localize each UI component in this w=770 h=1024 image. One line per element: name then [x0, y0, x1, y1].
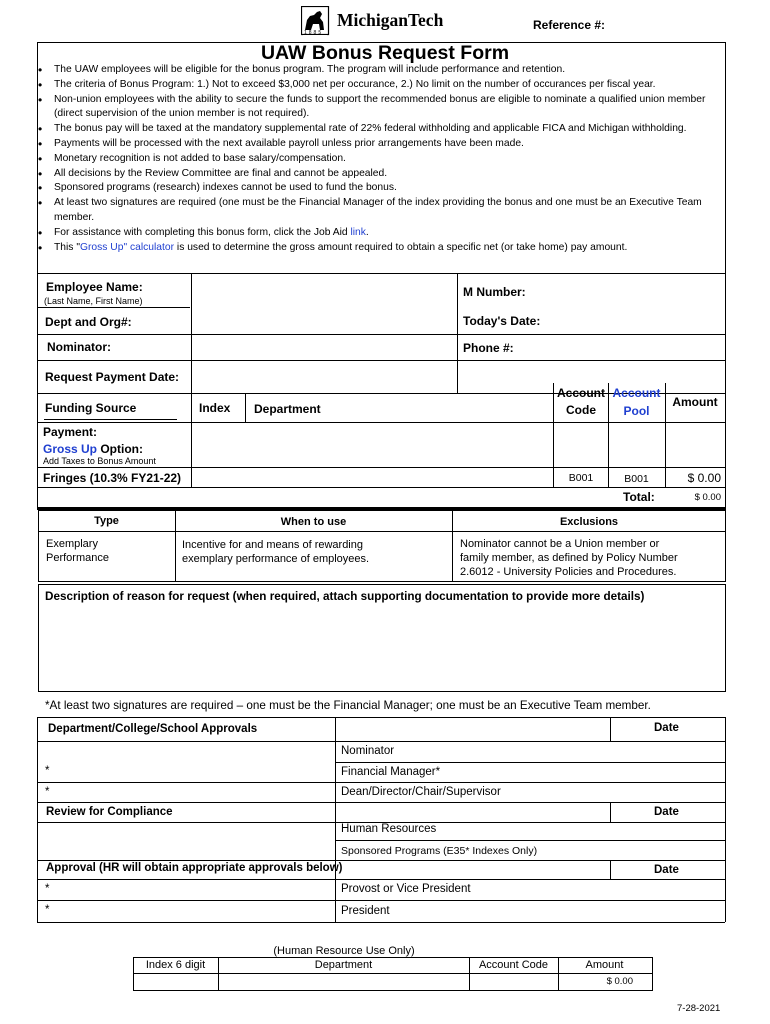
divider: [37, 900, 725, 901]
form-date: 7-28-2021: [677, 1003, 721, 1014]
when-to-use-header: When to use: [280, 516, 347, 528]
bullet-text: .: [365, 226, 369, 238]
index-label: Index: [199, 401, 231, 415]
when-cell: Incentive for and means of rewarding exemplary performance of employees.: [182, 539, 370, 565]
bullet-text: This ": [54, 241, 80, 253]
bullet-item: [36, 226, 736, 241]
divider: [37, 879, 725, 880]
employee-name-label: Employee Name:: [46, 280, 143, 294]
date-header: Date: [654, 806, 679, 818]
divider: [37, 741, 725, 742]
exclusions-cell: Nominator cannot be a Union member or family member, as defined by Policy Number 2.6012 - University Policies and Procedures.: [460, 538, 678, 578]
divider: [37, 717, 38, 922]
divider: [457, 273, 458, 393]
nominator-label: Nominator:: [47, 340, 111, 354]
account-pool-line1: Account: [612, 386, 661, 400]
logo-text: MichiganTech: [337, 10, 444, 30]
gross-up-option-label: [43, 442, 143, 456]
divider: [37, 307, 190, 308]
nominator-row: Nominator: [341, 745, 395, 757]
gross-up-hint: Add Taxes to Bonus Amount: [43, 456, 156, 466]
employee-name-input[interactable]: [193, 275, 455, 332]
star: *: [45, 883, 50, 895]
divider: [37, 487, 725, 488]
reference-input[interactable]: [612, 14, 732, 34]
review-compliance-header: Review for Compliance: [46, 806, 173, 818]
bullet-item: • Sponsored programs (research) indexes cannot be used to fund the bonus.: [36, 181, 736, 196]
star: *: [45, 904, 50, 916]
date-header: Date: [654, 864, 679, 876]
hr-amount-value: $ 0.00: [606, 976, 633, 987]
divider: [37, 467, 725, 468]
date-header: Date: [654, 722, 679, 734]
bullet-text: is used to determine the gross amount required to obtain a specific net (or take home) pay amount.: [174, 241, 628, 253]
fringes-label: Fringes (10.3% FY21-22): [43, 471, 182, 485]
phone-label: Phone #:: [463, 341, 514, 355]
dept-org-label: Dept and Org#:: [45, 315, 132, 329]
divider: [610, 802, 611, 822]
amount-label: Amount: [672, 395, 718, 409]
divider: [37, 717, 725, 718]
approval-header: Approval (HR will obtain appropriate approvals below): [46, 862, 343, 874]
financial-manager-row: Financial Manager*: [341, 766, 441, 778]
fringe-amount: $ 0.00: [687, 471, 721, 485]
divider: [37, 422, 725, 423]
todays-date-label: Today's Date:: [463, 314, 541, 328]
divider: [610, 717, 611, 741]
bullet-text: For assistance with completing this bonus form, click the Job Aid: [54, 226, 351, 238]
nominator-input[interactable]: [193, 336, 455, 358]
description-label: Description of reason for request (when required, attach supporting documentation to provide more details): [45, 590, 645, 603]
bullet-item: [36, 241, 736, 256]
fringe-account-pool: B001: [624, 473, 649, 485]
job-aid-link[interactable]: link: [350, 226, 366, 238]
divider: [37, 273, 725, 274]
bullet-item: • The UAW employees will be eligible for the bonus program. The program will include performance and retention.: [36, 63, 736, 78]
divider: [37, 922, 725, 923]
signatures-note: *At least two signatures are required – one must be the Financial Manager; one must be an Executive Team member.: [45, 699, 651, 712]
employee-name-hint: (Last Name, First Name): [44, 296, 143, 306]
account-code-label: [553, 385, 609, 419]
president-row: President: [341, 905, 390, 917]
divider: [38, 531, 726, 532]
logo-year: 1885: [304, 30, 324, 36]
divider: [37, 860, 725, 861]
account-pool-line2: Pool: [623, 404, 650, 418]
request-payment-date-label: Request Payment Date:: [45, 370, 180, 384]
m-number-label: M Number:: [463, 285, 526, 299]
dept-approvals-header: Department/College/School Approvals: [48, 723, 258, 735]
gross-up-link[interactable]: Gross Up: [43, 442, 98, 456]
account-pool-label[interactable]: [608, 384, 665, 420]
human-resources-row: Human Resources: [341, 823, 437, 835]
bullet-item: • The criteria of Bonus Program: 1.) Not to exceed $3,000 net per occurance, 2.) No limit on the number of occurances per fiscal year.: [36, 78, 736, 93]
provost-row: Provost or Vice President: [341, 883, 471, 895]
total-amount: $ 0.00: [694, 492, 721, 503]
divider: [37, 782, 725, 783]
bullet-item: • Payments will be processed with the next available payroll unless prior arrangements have been made.: [36, 137, 736, 152]
bullet-list: [36, 63, 736, 255]
divider: [335, 717, 336, 922]
form-title: UAW Bonus Request Form: [260, 42, 510, 64]
type-cell: Exemplary Performance: [46, 538, 109, 564]
fringe-account-code: B001: [568, 472, 594, 484]
divider: [191, 273, 192, 487]
divider: [133, 973, 652, 974]
sponsored-programs-row: Sponsored Programs (E35* Indexes Only): [341, 845, 538, 857]
account-code-line1: Account: [557, 386, 605, 400]
divider: [610, 860, 611, 879]
bullet-item: • Non-union employees with the ability to secure the funds to support the recommended bonus are eligible to nominate a qualified union member (direct supervision of the union member is not required).: [36, 93, 736, 123]
divider: [725, 717, 726, 922]
hr-department-header: Department: [314, 959, 373, 971]
reference-label: Reference #:: [533, 18, 606, 32]
payment-label: Payment:: [43, 425, 98, 439]
funding-source-label: Funding Source: [45, 401, 137, 415]
star: *: [45, 786, 50, 798]
divider: [335, 762, 725, 763]
divider: [245, 393, 246, 422]
hr-amount-header: Amount: [585, 959, 624, 971]
hr-index-header: Index 6 digit: [145, 959, 206, 971]
bullet-item: • At least two signatures are required (one must be the Financial Manager of the index providing the bonus and one must be an Executive Team member.: [36, 196, 736, 226]
hr-account-code-header: Account Code: [478, 959, 549, 971]
divider: [37, 360, 725, 361]
exclusions-header: Exclusions: [559, 516, 619, 528]
divider: [37, 334, 725, 335]
option-text: Option:: [97, 442, 143, 456]
gross-up-calculator-link[interactable]: Gross Up" calculator: [79, 241, 175, 253]
hr-caption: (Human Resource Use Only): [273, 945, 415, 957]
dean-row: Dean/Director/Chair/Supervisor: [341, 786, 501, 798]
bullet-item: • The bonus pay will be taxed at the mandatory supplemental rate of 22% federal withholding and applicable FICA and Michigan withholding.: [36, 122, 736, 137]
star: *: [45, 765, 50, 777]
account-code-line2: Code: [566, 403, 596, 417]
underline: [44, 419, 177, 420]
type-header: Type: [94, 515, 119, 527]
divider: [37, 802, 725, 803]
department-label: Department: [254, 402, 321, 416]
bullet-item: • All decisions by the Review Committee are final and cannot be appealed.: [36, 167, 736, 182]
divider: [335, 840, 725, 841]
request-payment-date-input[interactable]: [193, 362, 455, 391]
bullet-item: • Monetary recognition is not added to base salary/compensation.: [36, 152, 736, 167]
total-label: Total:: [623, 490, 655, 504]
